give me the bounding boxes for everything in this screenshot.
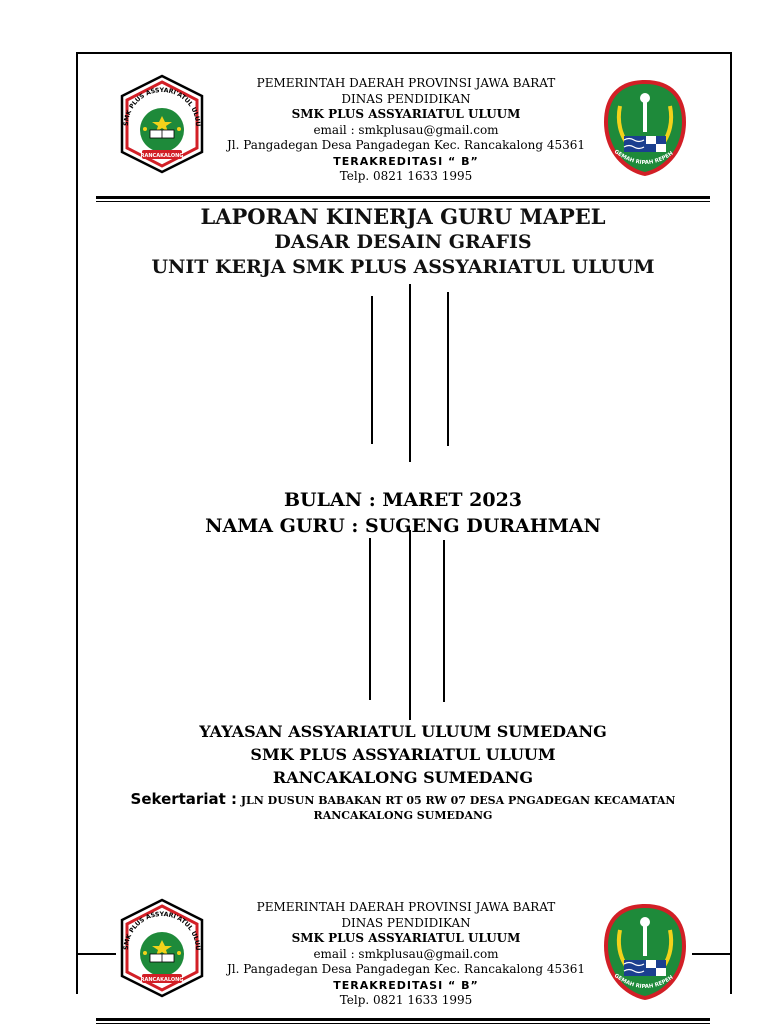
school-logo-banner: RANCAKALONG [140, 153, 184, 159]
letterhead-divider [96, 1018, 710, 1024]
report-title [96, 204, 710, 280]
school-name: SMK PLUS ASSYARIATUL ULUUM [291, 931, 521, 945]
province-emblem-motto: GEMAH RIPAH REPEH [612, 148, 675, 167]
accreditation: TERAKREDITASI “ B” [333, 154, 479, 168]
secretariat [96, 792, 710, 823]
foundation-location: RANCAKALONG SUMEDANG [272, 768, 534, 787]
decorative-line [371, 296, 373, 444]
school-logo-ring-text: SMK PLUS ASSYARI'ATUL ULUU [122, 910, 202, 951]
government-line: PEMERINTAH DAERAH PROVINSI JAWA BARAT [256, 900, 556, 914]
letterhead-top [96, 62, 710, 192]
report-title-line2: DASAR DESAIN GRAFIS [274, 231, 532, 253]
page-border-top [76, 52, 732, 54]
province-emblem-motto: GEMAH RIPAH REPEH [612, 972, 675, 991]
report-meta [96, 487, 710, 539]
page-border-left [76, 52, 78, 994]
page-border-right [730, 52, 732, 994]
report-title-line3: UNIT KERJA SMK PLUS ASSYARIATUL ULUUM [151, 256, 655, 278]
school-phone: Telp. 0821 1633 1995 [339, 169, 473, 183]
department-line: DINAS PENDIDIKAN [341, 91, 471, 106]
accreditation: TERAKREDITASI “ B” [333, 978, 479, 992]
school-address: Jl. Pangadegan Desa Pangadegan Kec. Rancakalong 45361 [226, 962, 585, 976]
school-email: email : smkplusau@gmail.com [313, 946, 499, 961]
report-month: BULAN : MARET 2023 [283, 489, 523, 511]
decorative-line [443, 540, 445, 702]
letterhead-bottom [96, 886, 710, 1016]
school-logo-banner: RANCAKALONG [140, 977, 184, 983]
foundation-school: SMK PLUS ASSYARIATUL ULUUM [250, 745, 556, 764]
decorative-line [409, 530, 411, 720]
school-name: SMK PLUS ASSYARIATUL ULUUM [291, 107, 521, 121]
school-email: email : smkplusau@gmail.com [313, 122, 499, 137]
school-phone: Telp. 0821 1633 1995 [339, 993, 473, 1007]
letterhead-text [206, 76, 606, 185]
secretariat-address-line2: RANCAKALONG SUMEDANG [313, 809, 493, 822]
government-line: PEMERINTAH DAERAH PROVINSI JAWA BARAT [256, 76, 556, 90]
school-logo-ring-text: SMK PLUS ASSYARI'ATUL ULUU [122, 86, 202, 127]
decorative-line [369, 538, 371, 700]
foundation-block [96, 720, 710, 789]
foundation-name: YAYASAN ASSYARIATUL ULUUM SUMEDANG [199, 722, 607, 741]
secretariat-address-line1: JLN DUSUN BABAKAN RT 05 RW 07 DESA PNGADEGAN KECAMATAN [240, 794, 676, 807]
province-emblem [600, 902, 690, 1002]
secretariat-label: Sekertariat : [130, 790, 237, 808]
school-address: Jl. Pangadegan Desa Pangadegan Kec. Rancakalong 45361 [226, 138, 585, 152]
report-title-line1: LAPORAN KINERJA GURU MAPEL [200, 204, 606, 229]
school-logo [112, 898, 212, 998]
province-emblem [600, 78, 690, 178]
decorative-line [409, 284, 411, 462]
school-logo [112, 74, 212, 174]
decorative-line [447, 292, 449, 446]
letterhead-divider [96, 196, 710, 202]
letterhead-text [206, 900, 606, 1009]
department-line: DINAS PENDIDIKAN [341, 915, 471, 930]
teacher-name: NAMA GURU : SUGENG DURAHMAN [205, 515, 601, 537]
